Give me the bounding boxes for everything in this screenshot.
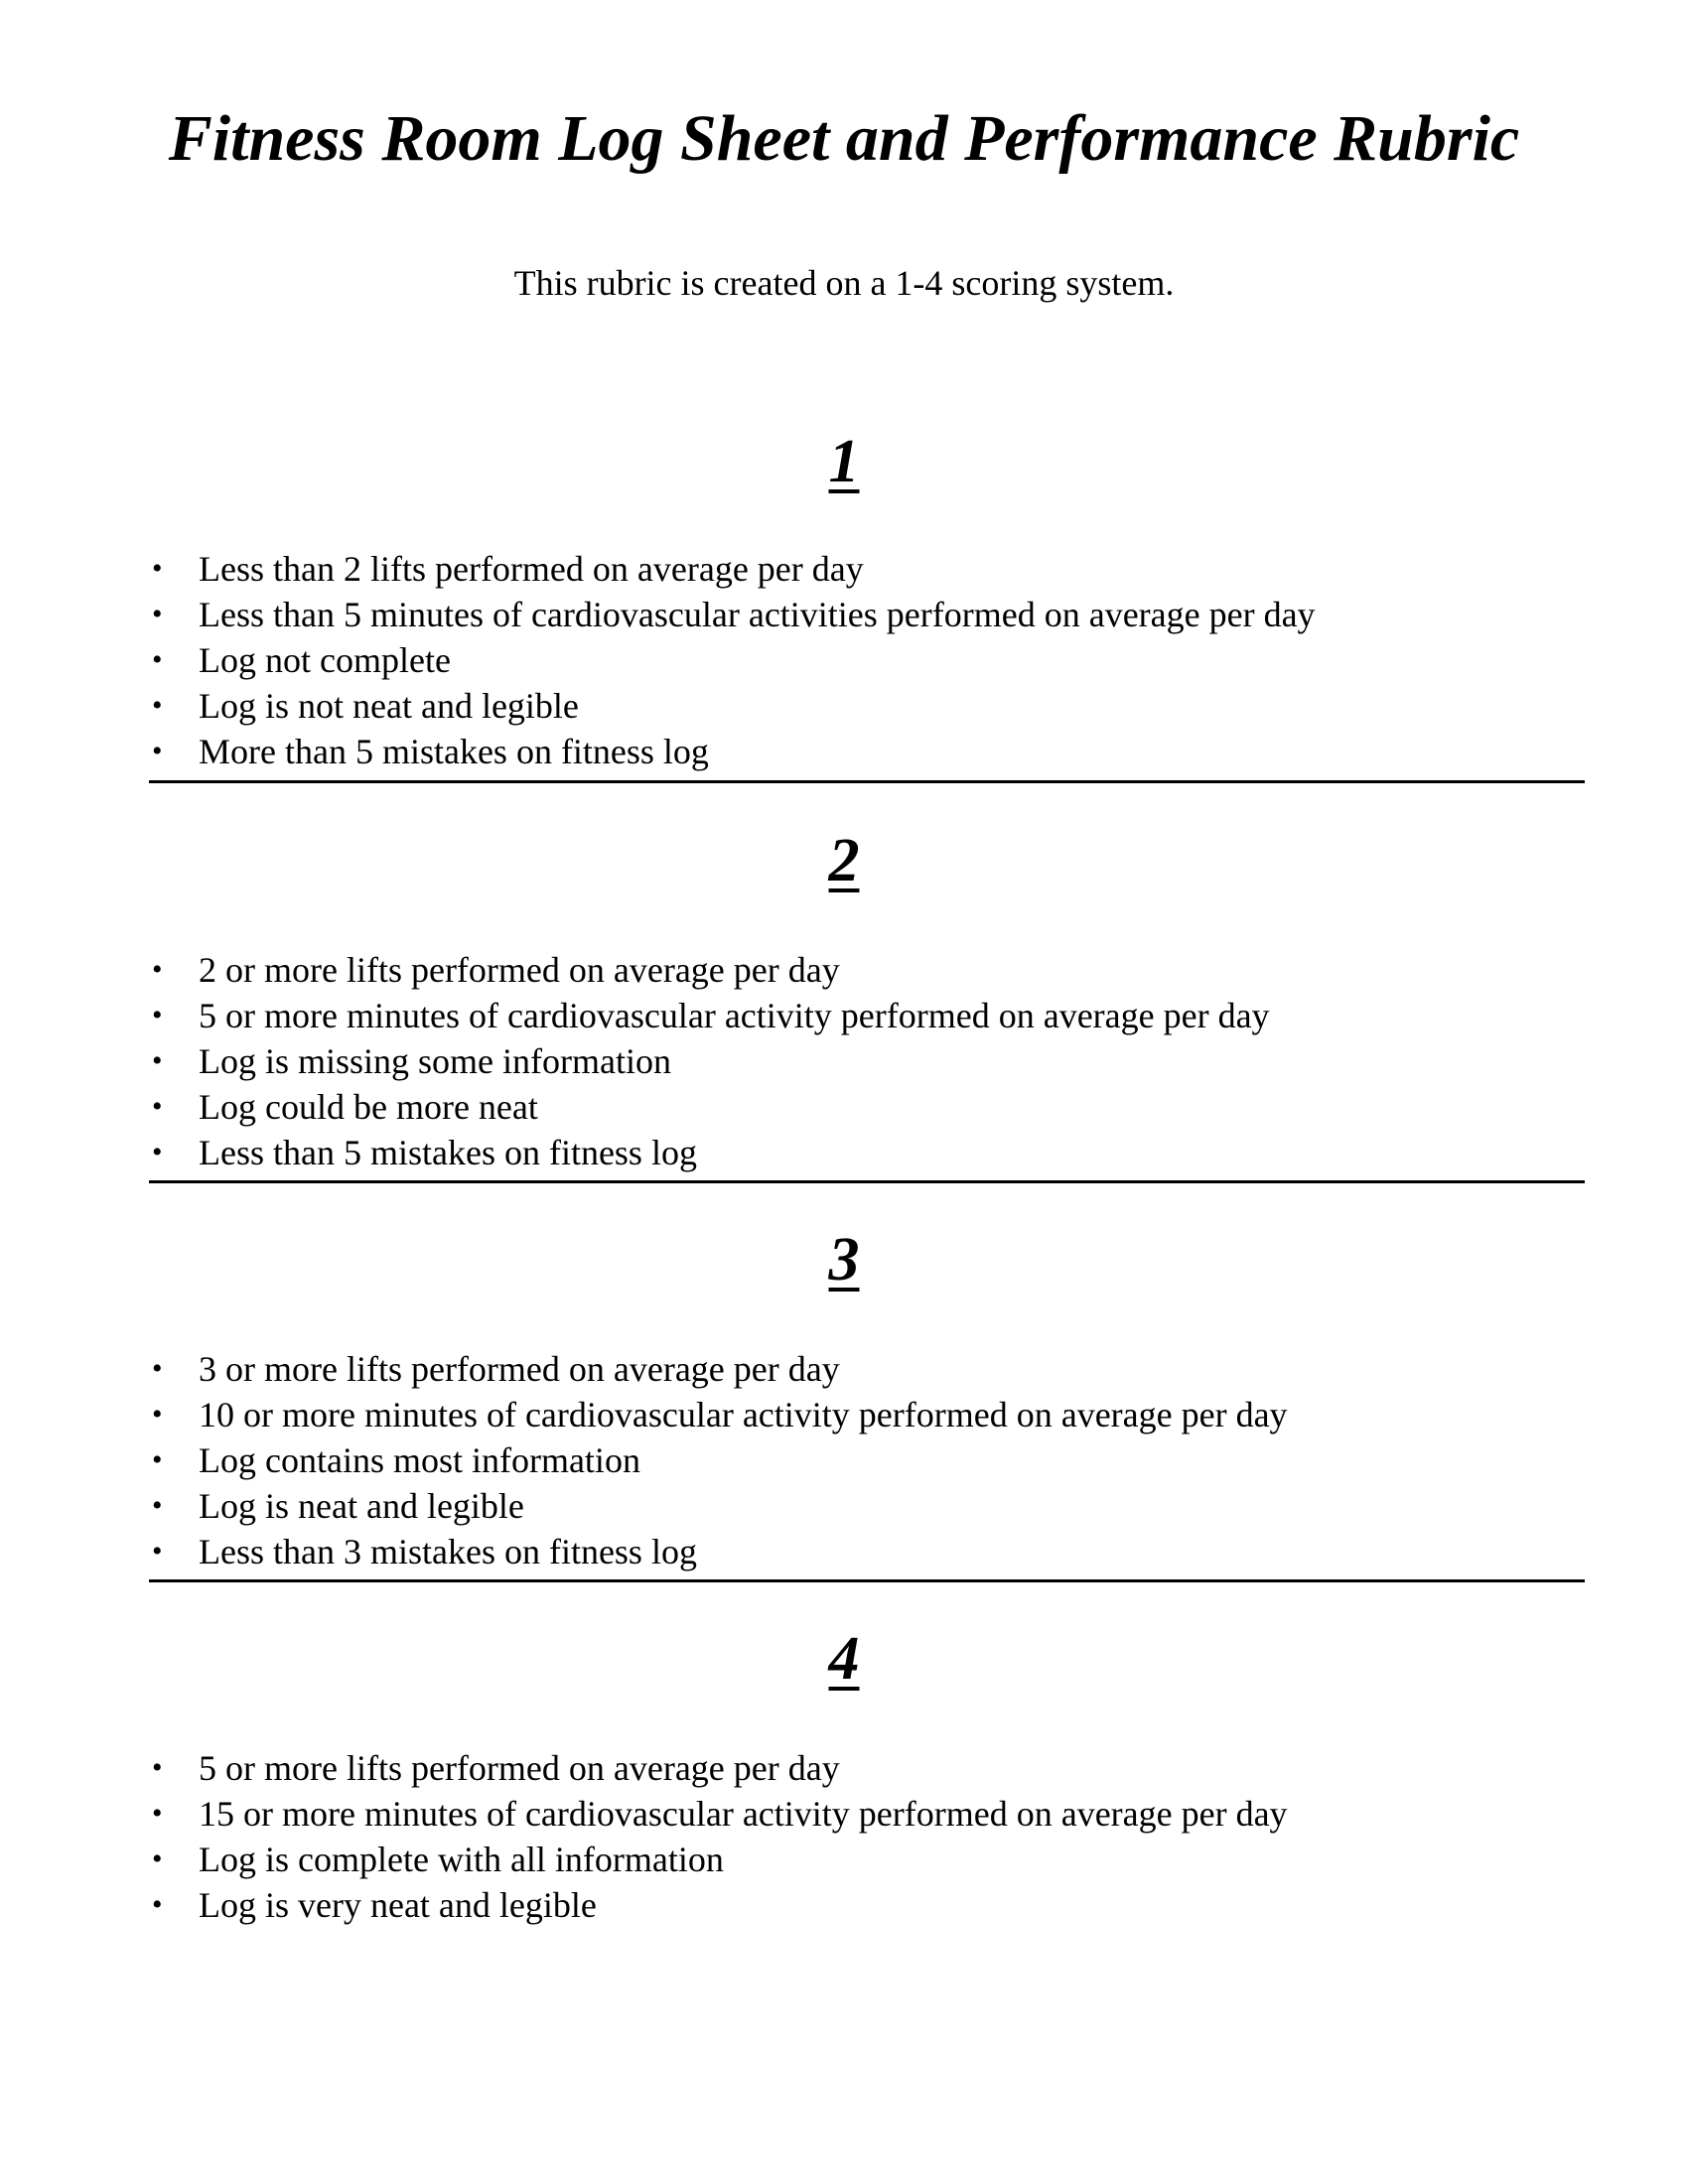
criterion-item	[149, 637, 1589, 683]
criterion-item	[149, 683, 1589, 729]
criterion-text: Less than 5 mistakes on fitness log	[199, 1133, 697, 1172]
criterion-item	[149, 993, 1589, 1038]
bullet-icon: •	[152, 1489, 163, 1522]
level-score-heading: 3	[828, 1226, 860, 1294]
criterion-item	[149, 1346, 1589, 1392]
bullet-icon: •	[152, 1352, 163, 1385]
criteria-list	[149, 1745, 1589, 1928]
criterion-text: Log is very neat and legible	[199, 1885, 597, 1925]
criteria-list	[149, 947, 1589, 1175]
level-score-heading: 4	[828, 1625, 860, 1693]
criterion-text: Log is missing some information	[199, 1041, 671, 1081]
criterion-item	[149, 1437, 1589, 1483]
page-title: Fitness Room Log Sheet and Performance Rubric	[168, 102, 1520, 175]
criterion-item	[149, 1529, 1589, 1574]
criteria-list	[149, 546, 1589, 774]
criterion-text: More than 5 mistakes on fitness log	[199, 732, 709, 771]
section-divider	[149, 1579, 1585, 1582]
criterion-item	[149, 1038, 1589, 1084]
criterion-text: Log contains most information	[199, 1440, 640, 1480]
criterion-text: 2 or more lifts performed on average per day	[199, 950, 840, 990]
criterion-text: 5 or more lifts performed on average per day	[199, 1748, 840, 1788]
criteria-list	[149, 1346, 1589, 1574]
section-divider	[149, 1180, 1585, 1183]
bullet-icon: •	[152, 1797, 163, 1830]
criterion-item	[149, 1882, 1589, 1928]
criterion-text: Log could be more neat	[199, 1087, 538, 1127]
bullet-icon: •	[152, 1535, 163, 1568]
bullet-icon: •	[152, 999, 163, 1031]
criterion-text: 15 or more minutes of cardiovascular activity performed on average per day	[199, 1794, 1288, 1834]
criterion-text: Less than 2 lifts performed on average per day	[199, 549, 864, 589]
bullet-icon: •	[152, 953, 163, 986]
bullet-icon: •	[152, 735, 163, 767]
criterion-item	[149, 546, 1589, 592]
criterion-item	[149, 1130, 1589, 1175]
criterion-text: 5 or more minutes of cardiovascular activity performed on average per day	[199, 996, 1270, 1035]
page-subtitle: This rubric is created on a 1-4 scoring system.	[513, 263, 1175, 303]
bullet-icon: •	[152, 598, 163, 630]
bullet-icon: •	[152, 552, 163, 585]
criterion-text: Log not complete	[199, 640, 451, 680]
criterion-item	[149, 592, 1589, 637]
criterion-item	[149, 1791, 1589, 1837]
level-score-heading: 2	[828, 827, 860, 894]
criterion-text: Log is complete with all information	[199, 1840, 724, 1879]
criterion-item	[149, 729, 1589, 774]
bullet-icon: •	[152, 1443, 163, 1476]
bullet-icon: •	[152, 1136, 163, 1168]
bullet-icon: •	[152, 643, 163, 676]
bullet-icon: •	[152, 1398, 163, 1431]
criterion-item	[149, 1392, 1589, 1437]
criterion-item	[149, 1483, 1589, 1529]
criterion-text: Less than 5 minutes of cardiovascular activities performed on average per day	[199, 595, 1316, 634]
criterion-text: 3 or more lifts performed on average per day	[199, 1349, 840, 1389]
criterion-text: Log is neat and legible	[199, 1486, 524, 1526]
bullet-icon: •	[152, 1888, 163, 1921]
bullet-icon: •	[152, 1044, 163, 1077]
bullet-icon: •	[152, 689, 163, 722]
bullet-icon: •	[152, 1843, 163, 1875]
criterion-text: Less than 3 mistakes on fitness log	[199, 1532, 697, 1571]
criterion-text: Log is not neat and legible	[199, 686, 579, 726]
level-score-heading: 1	[828, 428, 860, 495]
criterion-item	[149, 1745, 1589, 1791]
bullet-icon: •	[152, 1751, 163, 1784]
criterion-text: 10 or more minutes of cardiovascular activity performed on average per day	[199, 1395, 1288, 1434]
criterion-item	[149, 947, 1589, 993]
criterion-item	[149, 1084, 1589, 1130]
criterion-item	[149, 1837, 1589, 1882]
section-divider	[149, 780, 1585, 783]
bullet-icon: •	[152, 1090, 163, 1123]
